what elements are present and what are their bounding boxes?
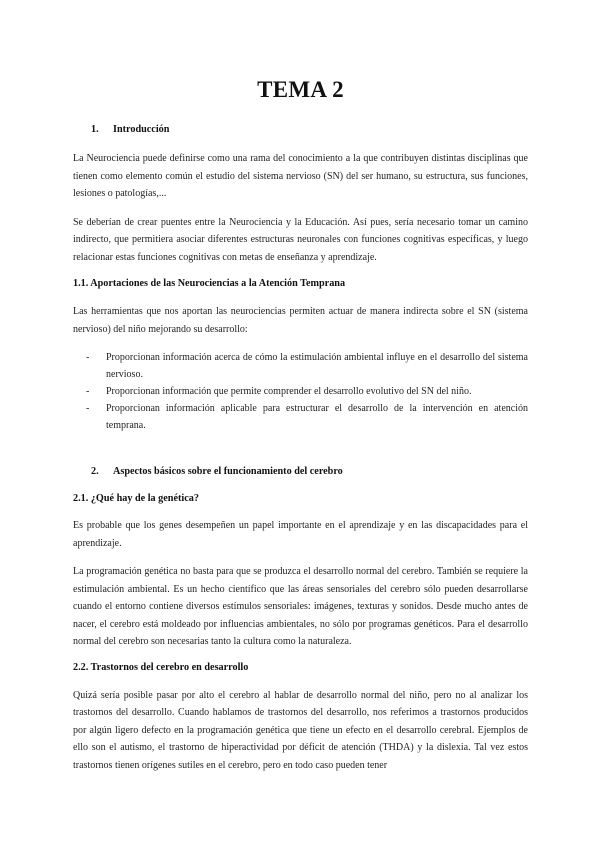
section-heading-text: Aspectos básicos sobre el funcionamiento del cerebro <box>113 466 343 477</box>
list-item <box>86 349 528 383</box>
paragraph: Se deberían de crear puentes entre la Neurociencia y la Educación. Así pues, sería necesario tomar un camino indirecto, que permitiera asociar diferentes estructuras neuronales con funciones cognitivas específicas, y luego relacionar estas funciones cognitivas con metas de enseñanza y aprendizaje. <box>73 216 528 263</box>
section-number: 2. <box>91 466 99 477</box>
list-item-text: Proporcionan información aplicable para estructurar el desarrollo de la intervención en atención temprana. <box>106 403 528 431</box>
paragraph: La Neurociencia puede definirse como una rama del conocimiento a la que contribuyen distintas disciplinas que tienen como elemento común el estudio del sistema nervioso (SN) del ser humano, su estructura, sus funciones, lesiones o patologías,... <box>73 153 528 199</box>
paragraph: Las herramientas que nos aportan las neurociencias permiten actuar de manera indirecta sobre el SN (sistema nervioso) del niño mejorando su desarrollo: <box>73 306 528 335</box>
paragraph: Es probable que los genes desempeñen un papel importante en el aprendizaje y en las discapacidades para el aprendizaje. <box>73 520 528 549</box>
section-heading-aspectos <box>73 465 528 479</box>
list-item-text: Proporcionan información que permite comprender el desarrollo evolutivo del SN del niño. <box>106 386 472 397</box>
subsection-heading-genetica: 2.1. ¿Qué hay de la genética? <box>73 493 199 504</box>
list-item <box>86 383 528 400</box>
paragraph: La programación genética no basta para que se produzca el desarrollo normal del cerebro. También se requiere la estimulación ambiental. Es un hecho científico que las áreas sensoriales del cerebro sólo pueden desarrollarse cuando el entorno contiene diversos estímulos sensoriales: imágenes, texturas y sonidos. Desde mucho antes de nacer, el cerebro está moldeado por influencias ambientales, no sólo por programas genéticos. Para el desarrollo normal del cerebro son necesarias tanto la cultura como la naturaleza. <box>73 566 528 647</box>
dash-bullet-icon: - <box>86 352 90 363</box>
list-item-text: Proporcionan información acerca de cómo la estimulación ambiental influye en el desarrollo del sistema nervioso. <box>106 352 528 380</box>
section-heading-introduccion <box>73 123 528 137</box>
subsection-heading-aportaciones: 1.1. Aportaciones de las Neurociencias a la Atención Temprana <box>73 278 346 289</box>
document-title: TEMA 2 <box>257 77 344 102</box>
dash-bullet-icon: - <box>86 386 90 397</box>
section-number: 1. <box>91 124 99 135</box>
bullet-list <box>73 349 528 434</box>
section-heading-text: Introducción <box>113 124 170 135</box>
subsection-heading-trastornos: 2.2. Trastornos del cerebro en desarrollo <box>73 661 249 673</box>
dash-bullet-icon: - <box>86 403 90 414</box>
list-item <box>86 400 528 434</box>
paragraph: Quizá sería posible pasar por alto el cerebro al hablar de desarrollo normal del niño, pero no al analizar los trastornos del desarrollo. Cuando hablamos de trastornos del desarrollo, nos referimos a trastornos producidos por algún ligero defecto en la programación genética que tiene un efecto en el desarrollo cerebral. Ejemplos de ello son el autismo, el trastorno de hiperactividad por déficit de atención (THDA) y la dislexia. Tal vez estos trastornos tienen orígenes sutiles en el cerebro, pero en todo caso pueden tener <box>73 689 528 771</box>
